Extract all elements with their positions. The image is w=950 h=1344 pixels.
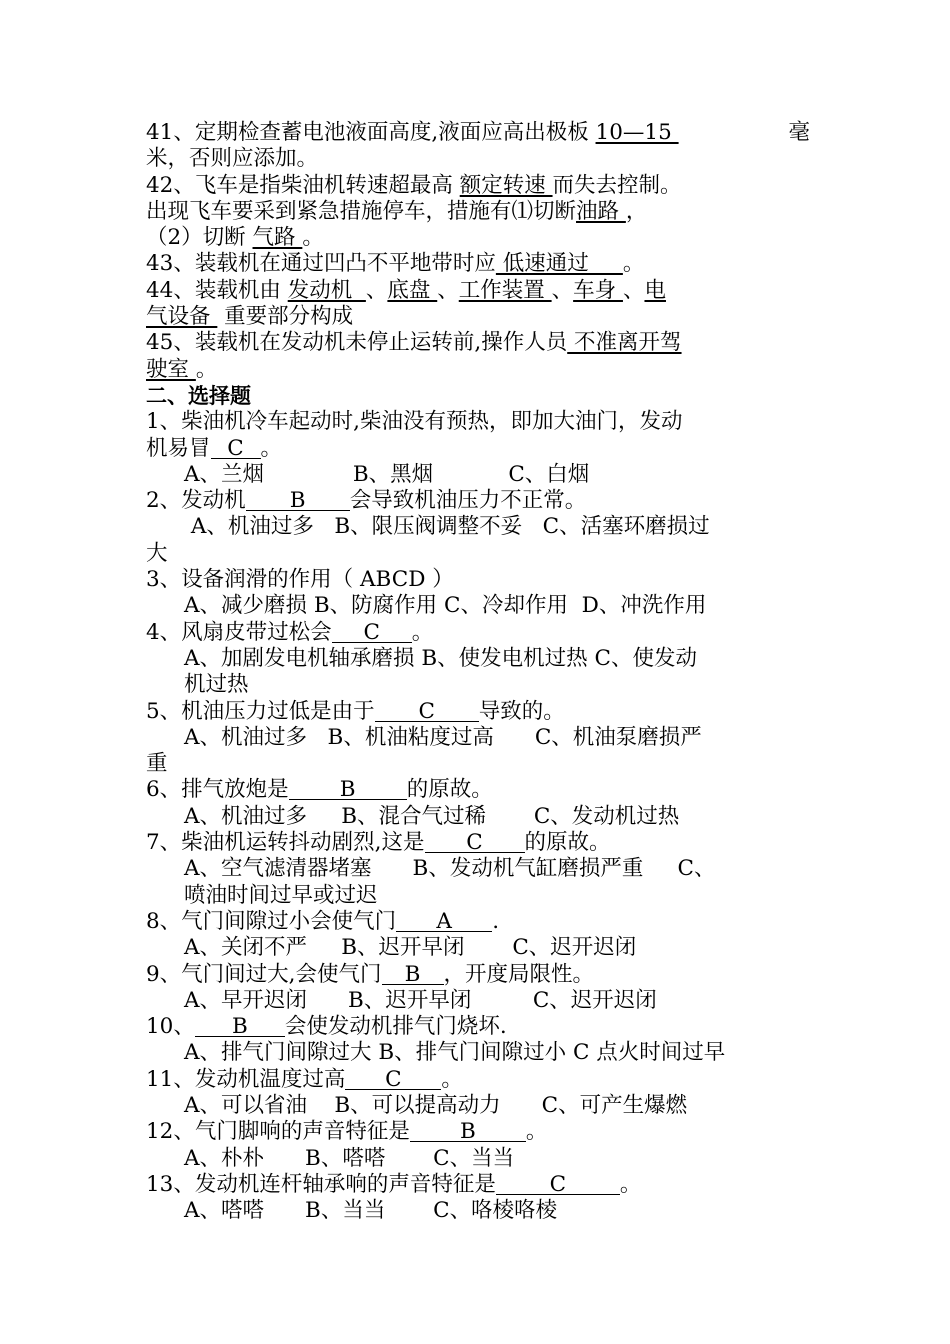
choice-q6-options: A、机油过多 B、混合气过稀 C、发动机过热 — [184, 803, 680, 829]
q42-text-b: 而失去控制。 — [552, 172, 682, 198]
question-text-end: 。 — [411, 619, 434, 645]
q42-text-e: （2）切断 — [146, 225, 253, 251]
choice-q5-options: A、机油过多 B、机油粘度过高 C、机油泵磨损严 — [184, 724, 702, 750]
question-text: 机易冒 — [146, 435, 211, 461]
q41-answer: 10—15 — [595, 120, 679, 145]
question-text-end: 导致的。 — [478, 698, 565, 724]
q45-answer2: 驶室 — [146, 356, 196, 382]
choice-q6-stem — [146, 777, 810, 803]
answer-blank: B — [289, 777, 407, 800]
choice-q13-options: A、嗒嗒 B、当当 C、咯棱咯棱 — [184, 1198, 558, 1224]
question-text-end: 会导致机油压力不正常。 — [349, 488, 587, 514]
q44-text: 44、装载机由 — [146, 277, 288, 303]
q42-answer1: 额定转速 — [459, 172, 553, 198]
choice-q4-options: 机过热 — [184, 672, 249, 698]
q43-text: 43、装载机在通过凹凸不平地带时应 — [146, 251, 496, 277]
q44-sep1: 、 — [365, 277, 388, 303]
q41-text: 41、定期检查蓄电池液面高度,液面应高出极板 — [146, 120, 596, 145]
q44-text-f: 重要部分构成 — [217, 304, 354, 330]
answer-blank: C — [375, 699, 479, 722]
question-text-end: 。 — [441, 1066, 463, 1092]
choice-q13-stem — [146, 1172, 810, 1198]
question-text-end: 的原故。 — [406, 777, 493, 803]
answer-blank: B — [382, 962, 444, 985]
answer-blank: B — [195, 1014, 285, 1037]
choice-q2-options: A、机油过多 B、限压阀调整不妥 C、活塞环磨损过 — [184, 514, 710, 540]
answer-blank: B — [410, 1119, 526, 1142]
fill-q44-line2 — [146, 304, 810, 330]
fill-q41-line1 — [146, 120, 810, 146]
question-text: 7、柴油机运转抖动剧烈,这是 — [146, 830, 425, 856]
q45-text-b: 。 — [195, 356, 218, 382]
answer-blank: C — [345, 1067, 441, 1090]
fill-q42-line3 — [146, 225, 810, 251]
choice-q7-stem — [146, 830, 810, 856]
fill-q45-line2 — [146, 357, 810, 383]
q43-text-b: 。 — [622, 251, 645, 277]
choice-q7-options: A、空气滤清器堵塞 B、发动机气缸磨损严重 C、 — [184, 856, 716, 882]
fill-q42-line1 — [146, 173, 810, 199]
choice-q8-stem — [146, 909, 810, 935]
fill-q45-line1 — [146, 330, 810, 356]
q44-sep4: 、 — [622, 277, 645, 303]
choice-q8-options: A、关闭不严 B、迟开早闭 C、迟开迟闭 — [184, 935, 637, 961]
choice-q11-stem — [146, 1067, 810, 1093]
fill-q44-line1 — [146, 278, 810, 304]
choice-q1-stem — [146, 409, 810, 435]
q44-sep3: 、 — [551, 277, 574, 303]
q45-answer1: 不准离开驾 — [567, 330, 682, 356]
choice-question-list — [146, 409, 810, 1224]
answer-blank: A — [396, 909, 492, 932]
question-text-end: ，开度局限性。 — [443, 961, 595, 987]
choice-q2-options: 大 — [146, 540, 168, 566]
question-text: 9、气门间过大,会使气门 — [146, 961, 382, 987]
q42-text-f: 。 — [302, 225, 324, 251]
answer-blank: C — [332, 620, 412, 643]
choice-q4-stem — [146, 620, 810, 646]
choice-q3-options: A、减少磨损 B、防腐作用 C、冷却作用 D、冲洗作用 — [184, 593, 707, 619]
choice-q10-stem — [146, 1014, 810, 1040]
q42-text-c: 出现飞车要采到紧急措施停车，措施有⑴切断 — [146, 198, 577, 224]
fill-q42-line2 — [146, 199, 810, 225]
question-text: 10、 — [146, 1014, 195, 1040]
question-text: 2、发动机 — [146, 488, 246, 514]
choice-q4-options: A、加剧发电机轴承磨损 B、使发电机过热 C、使发动 — [184, 645, 697, 671]
q41-text-cont: 米，否则应添加。 — [146, 146, 319, 172]
q44-answer1: 发动机 — [287, 277, 366, 303]
question-text: 12、气门脚响的声音特征是 — [146, 1119, 410, 1145]
section-title-choice: 二、选择题 — [146, 383, 251, 408]
q42-text-d: ， — [625, 198, 648, 224]
fill-q41-line2 — [146, 146, 810, 172]
q42-answer3: 气路 — [252, 225, 303, 251]
choice-q11-options: A、可以省油 B、可以提高动力 C、可产生爆燃 — [184, 1092, 688, 1118]
question-text: 11、发动机温度过高 — [146, 1066, 346, 1092]
choice-q12-stem — [146, 1119, 810, 1145]
question-text-end: 。 — [260, 435, 283, 461]
question-text-end: 的原故。 — [524, 830, 611, 856]
question-text: 3、设备润滑的作用（ ABCD ） — [146, 567, 454, 593]
choice-q10-options: A、排气门间隙过大 B、排气门间隙过小 C 点火时间过早 — [184, 1040, 726, 1066]
choice-q9-stem — [146, 962, 810, 988]
q44-answer5b: 气设备 — [146, 304, 218, 330]
q44-answer3: 工作装置 — [458, 277, 552, 303]
question-text-end: . — [492, 908, 500, 934]
choice-q5-options: 重 — [146, 751, 168, 777]
answer-blank: C — [211, 436, 261, 459]
q43-answer: 低速通过 — [495, 251, 623, 277]
question-text-end: 会使发动机排气门烧坏. — [284, 1014, 507, 1040]
choice-q3-stem — [146, 567, 810, 593]
choice-q12-options: A、朴朴 B、嗒嗒 C、当当 — [184, 1145, 515, 1171]
question-text-end: 。 — [525, 1119, 548, 1145]
fill-q43 — [146, 251, 810, 277]
question-text-end: 。 — [619, 1171, 642, 1197]
question-text: 5、机油压力过低是由于 — [146, 698, 375, 724]
choice-q9-options: A、早开迟闭 B、迟开早闭 C、迟开迟闭 — [184, 987, 657, 1013]
question-text: 13、发动机连杆轴承响的声音特征是 — [146, 1171, 496, 1197]
answer-blank: C — [425, 830, 525, 853]
q42-answer2: 油路 — [576, 198, 626, 224]
q44-sep2: 、 — [437, 277, 459, 303]
q41-text-end: 毫 — [788, 120, 810, 145]
answer-blank: B — [246, 488, 350, 511]
choice-q1-options: A、兰烟 B、黑烟 C、白烟 — [184, 461, 590, 487]
document-page — [146, 120, 810, 1224]
choice-q1-stem — [146, 436, 810, 462]
question-text: 6、排气放炮是 — [146, 777, 289, 803]
question-text: 1、柴油机冷车起动时,柴油没有预热，即加大油门，发动 — [146, 409, 683, 435]
q44-answer2: 底盘 — [387, 277, 438, 303]
q44-answer4: 车身 — [573, 277, 623, 303]
choice-q5-stem — [146, 699, 810, 725]
question-text: 4、风扇皮带过松会 — [146, 619, 332, 645]
choice-q7-options: 喷油时间过早或过迟 — [184, 882, 378, 908]
choice-q2-stem — [146, 488, 810, 514]
q42-text: 42、飞车是指柴油机转速超最高 — [146, 172, 460, 198]
q45-text: 45、装载机在发动机未停止运转前,操作人员 — [146, 330, 568, 356]
answer-blank: C — [496, 1172, 620, 1195]
question-text: 8、气门间隙过小会使气门 — [146, 908, 397, 934]
q44-answer5a: 电 — [644, 277, 666, 303]
